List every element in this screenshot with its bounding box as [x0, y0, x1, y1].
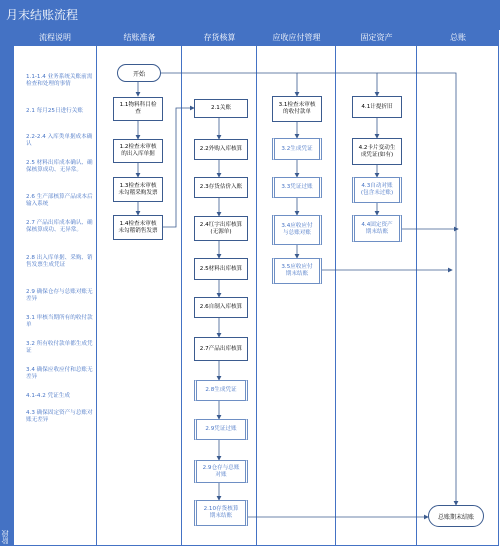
subprocess-box: 4.4固定资产期末结账	[352, 215, 402, 242]
column-header-fixed-assets: 固定资产	[336, 30, 417, 46]
note: 2.5 材料出库成本确认、确保核算成功、无异常。	[26, 160, 93, 173]
subprocess-box: 3.3凭证过账	[272, 177, 322, 198]
process-box: 4.2卡片变动生成凭证(如有)	[352, 138, 402, 165]
column-header-description: 流程说明	[13, 30, 97, 46]
note: 2.2-2.4 入库类单据成本确认	[26, 134, 93, 147]
process-box: 1.1物料科目检查	[113, 97, 163, 121]
process-box: 2.1关账	[194, 99, 248, 118]
process-box: 3.1检查未审核的收付款单	[272, 96, 322, 122]
note: 3.2 所有收付款单都生成凭证	[26, 341, 93, 354]
subprocess-box: 2.9凭证过账	[194, 419, 248, 440]
process-box: 4.1计提折旧	[352, 96, 402, 118]
note: 3.1 审核当期所有的收付款单	[26, 315, 93, 328]
process-box: 1.3检查未审核未勾稽采购发票	[113, 177, 163, 202]
subprocess-box: 2.10存货核算期末结账	[194, 500, 248, 526]
column-header-arap: 应收应付管理	[257, 30, 336, 46]
note: 3.4 确保应收应付和总账无差异	[26, 367, 93, 380]
subprocess-box: 3.5应收应付期末结账	[272, 258, 322, 284]
subprocess-box: 2.8生成凭证	[194, 380, 248, 401]
note: 2.1 每月25日进行关账	[26, 108, 83, 114]
process-box: 2.6自制入库核算	[194, 297, 248, 318]
subprocess-box: 2.9仓存与总账对账	[194, 460, 248, 483]
process-box: 2.3存货估价入账	[194, 177, 248, 198]
note: 2.8 出入库单据、采购、销售发票生成凭证	[26, 255, 93, 268]
page-title: 月末结账流程	[0, 0, 500, 30]
process-box: 2.7产品出库核算	[194, 337, 248, 361]
column-header-prep: 结账准备	[97, 30, 182, 46]
column-header-inventory: 存货核算	[182, 30, 257, 46]
process-box: 2.4红字出库核算(无源单)	[194, 216, 248, 241]
end-terminator: 总账期末结账	[428, 505, 484, 527]
note: 2.6 生产部核算产品成本后输入系统	[26, 194, 93, 207]
subprocess-box: 3.4应收应付与总账对账	[272, 215, 322, 245]
process-box: 2.5材料出库核算	[194, 258, 248, 280]
note: 2.9 确保仓存与总账对账无差异	[26, 289, 93, 302]
note: 1.1-1.4 业务系统关账前需检查和处理的事情	[26, 74, 93, 87]
note: 4.1-4.2 凭证生成	[26, 393, 70, 399]
subprocess-box: 4.3自动对账(包含未过账)	[352, 177, 402, 203]
process-box: 2.2外购入库核算	[194, 139, 248, 160]
subprocess-box: 3.2生成凭证	[272, 138, 322, 160]
phase-label: 阶段	[1, 530, 9, 544]
process-box: 1.4检查未审核未勾稽销售发票	[113, 215, 163, 240]
note: 2.7 产品出库成本确认、确保核算成功、无异常。	[26, 220, 93, 233]
process-box: 1.2检查未审核的出入库单据	[113, 139, 163, 163]
start-terminator: 开始	[117, 64, 161, 82]
note: 4.3 确保固定资产与总账对账无差异	[26, 410, 93, 423]
column-header-gl: 总账	[417, 30, 499, 46]
